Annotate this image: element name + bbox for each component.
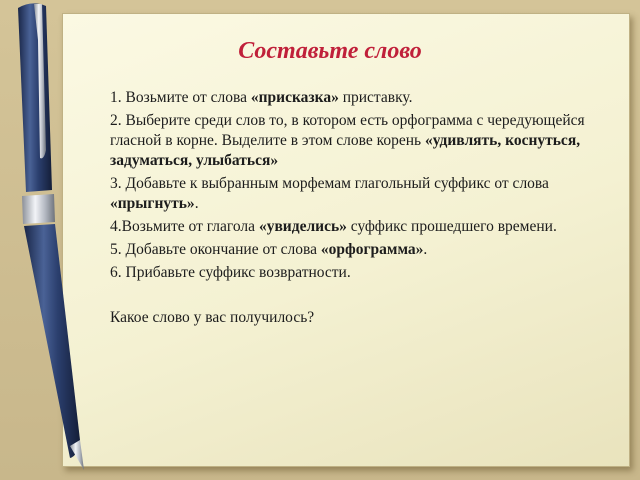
step-2: 2. Выберите среди слов то, в котором есть орфограмма с чередующейся гласной в корне. Выделите в этом слове корень «удивлять, коснуться, задуматься, улыбаться» xyxy=(110,112,585,169)
step-1-word: «присказка» xyxy=(250,89,339,106)
fountain-pen-icon xyxy=(0,0,110,480)
step-6: 6. Прибавьте суффикс возвратности. xyxy=(110,264,351,281)
step-5: 5. Добавьте окончание от слова «орфограмма». xyxy=(110,241,428,258)
instructions xyxy=(110,88,610,331)
question: Какое слово у вас получилось? xyxy=(110,309,315,326)
step-1: 1. Возьмите от слова «присказка» приставку. xyxy=(110,89,413,106)
step-2-word: «удивлять, коснуться, задуматься, улыбаться» xyxy=(110,132,581,169)
step-4-word: «увиделись» xyxy=(258,218,347,235)
step-5-word: «орфограмма» xyxy=(320,241,424,258)
step-4: 4.Возьмите от глагола «увиделись» суффикс прошедшего времени. xyxy=(110,218,557,235)
step-3: 3. Добавьте к выбранным морфемам глагольный суффикс от слова «прыгнуть». xyxy=(110,175,549,212)
step-3-word: «прыгнуть» xyxy=(110,195,195,212)
slide-title: Составьте слово xyxy=(238,38,422,64)
